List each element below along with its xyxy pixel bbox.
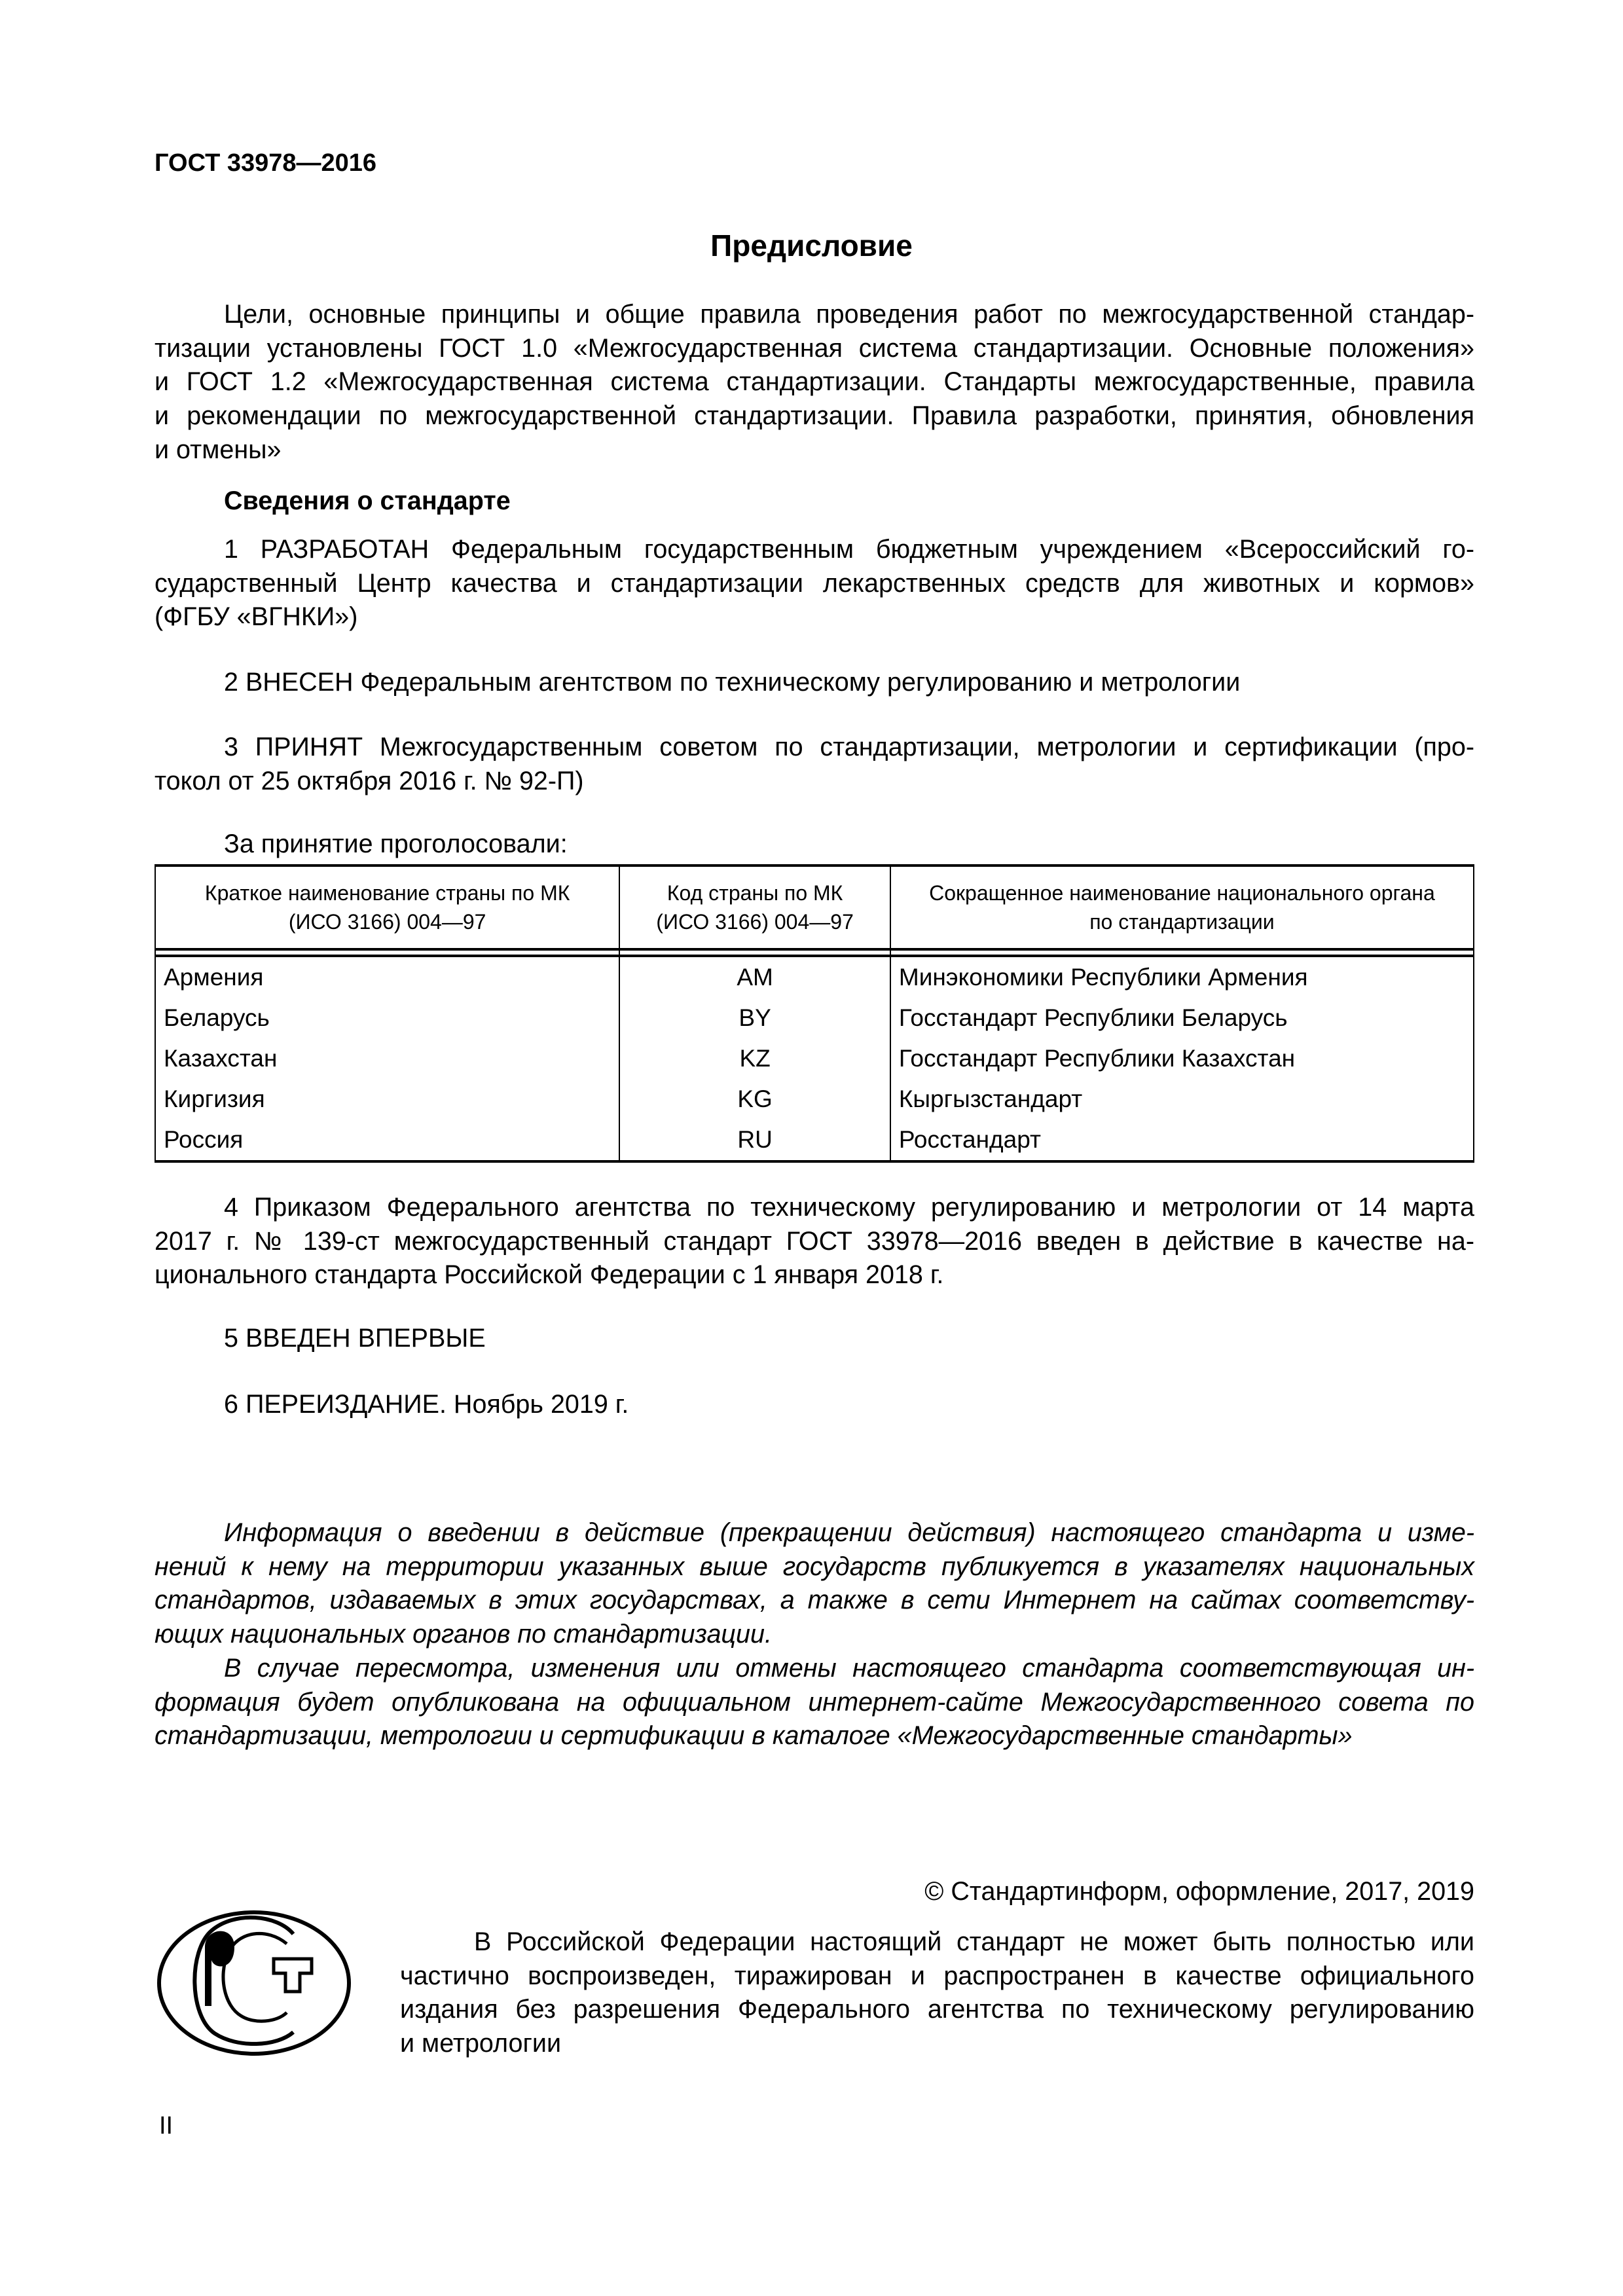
code-cell: KZ — [619, 1038, 890, 1079]
item-2 — [155, 666, 1474, 700]
text-line: 4 Приказом Федерального агентства по техническому регулированию и метрологии от 14 марта — [224, 1193, 1474, 1222]
authority-cell: Кыргызстандарт — [890, 1079, 1474, 1120]
item-1 — [155, 533, 1474, 634]
table-header-row — [155, 866, 1474, 949]
text-line: В Российской Федерации настоящий стандарт не может быть полностью или — [474, 1927, 1474, 1956]
column-header-authority — [890, 866, 1474, 949]
table-row — [155, 1038, 1474, 1079]
column-header-country — [155, 866, 619, 949]
text-line: сударственный Центр качества и стандартизации лекарственных средств для животных и кормов» — [155, 568, 1474, 598]
authority-cell: Госстандарт Республики Казахстан — [890, 1038, 1474, 1079]
country-cell: Россия — [155, 1120, 619, 1161]
voted-label: За принятие проголосовали: — [224, 829, 568, 858]
voting-countries-table — [155, 864, 1474, 1163]
text-line: (ФГБУ «ВГНКИ») — [155, 602, 358, 632]
authority-cell: Минэкономики Республики Армения — [890, 956, 1474, 998]
table-row — [155, 956, 1474, 998]
copyright-line: © Стандартинформ, оформление, 2017, 2019 — [924, 1877, 1474, 1906]
column-header-code — [619, 866, 890, 949]
country-cell: Беларусь — [155, 998, 619, 1038]
code-cell: RU — [619, 1120, 890, 1161]
notice-paragraph-2 — [155, 1652, 1474, 1753]
header-line: Сокращенное наименование национального органа — [929, 881, 1435, 905]
text-line: стандартизации, метрологии и сертификации в каталоге «Межгосударственные стандарты» — [155, 1721, 1353, 1751]
item-3 — [155, 731, 1474, 798]
header-line: по стандартизации — [1089, 910, 1275, 934]
text-line: 6 ПЕРЕИЗДАНИЕ. Ноябрь 2019 г. — [224, 1390, 629, 1419]
text-line: Информация о введении в действие (прекращении действия) настоящего стандарта и изме- — [224, 1518, 1474, 1547]
text-line: и рекомендации по межгосударственной стандартизации. Правила разработки, принятия, обновления — [155, 401, 1474, 431]
text-line: 3 ПРИНЯТ Межгосударственным советом по стандартизации, метрологии и сертификации (про- — [224, 733, 1474, 761]
document-id-header: ГОСТ 33978—2016 — [155, 149, 377, 177]
text-line: частично воспроизведен, тиражирован и распространен в качестве официального — [400, 1961, 1474, 1990]
text-line: и метрологии — [400, 2029, 562, 2058]
notice-paragraph-1 — [155, 1516, 1474, 1652]
code-cell: BY — [619, 998, 890, 1038]
rights-paragraph — [400, 1925, 1474, 2061]
country-cell: Киргизия — [155, 1079, 619, 1120]
text-line: ционального стандарта Российской Федерации с 1 января 2018 г. — [155, 1260, 944, 1290]
text-line: и отмены» — [155, 435, 282, 464]
text-line: токол от 25 октября 2016 г. № 92-П) — [155, 766, 584, 795]
code-cell: AM — [619, 956, 890, 998]
country-cell: Казахстан — [155, 1038, 619, 1079]
text-line: издания без разрешения Федерального агентства по техническому регулированию — [400, 1995, 1474, 2024]
text-line: и ГОСТ 1.2 «Межгосударственная система стандартизации. Стандарты межгосударственные, правила — [155, 367, 1474, 397]
header-line: (ИСО 3166) 004—97 — [288, 910, 486, 934]
code-cell: KG — [619, 1079, 890, 1120]
country-cell: Армения — [155, 956, 619, 998]
text-line: 1 РАЗРАБОТАН Федеральным государственным бюджетным учреждением «Всероссийский го- — [224, 535, 1474, 564]
text-line: 2017 г. № 139-ст межгосударственный стандарт ГОСТ 33978—2016 введен в действие в качестве на- — [155, 1226, 1474, 1256]
text-line: В случае пересмотра, изменения или отмены настоящего стандарта соответствующая ин- — [224, 1654, 1474, 1683]
header-line: Код страны по МК — [666, 881, 843, 905]
authority-cell: Госстандарт Республики Беларусь — [890, 998, 1474, 1038]
header-line: Краткое наименование страны по МК — [204, 881, 570, 905]
text-line: тизации установлены ГОСТ 1.0 «Межгосударственная система стандартизации. Основные положения» — [155, 333, 1474, 363]
page-title: Предисловие — [710, 228, 913, 263]
item-4 — [155, 1191, 1474, 1292]
intro-paragraph — [155, 298, 1474, 467]
header-separator — [155, 949, 1474, 956]
text-line: Цели, основные принципы и общие правила проведения работ по межгосударственной стандар- — [224, 300, 1474, 329]
table-row — [155, 1079, 1474, 1120]
table-row — [155, 1120, 1474, 1161]
authority-cell: Росстандарт — [890, 1120, 1474, 1161]
section-heading: Сведения о стандарте — [224, 486, 511, 515]
table-row — [155, 998, 1474, 1038]
text-line: 2 ВНЕСЕН Федеральным агентством по техническому регулированию и метрологии — [224, 668, 1241, 697]
item-6 — [155, 1388, 1474, 1422]
page-number: II — [159, 2112, 173, 2140]
voted-label-block — [155, 828, 1474, 862]
info-heading-block — [155, 484, 1474, 519]
item-5 — [155, 1322, 1474, 1356]
text-line: 5 ВВЕДЕН ВПЕРВЫЕ — [224, 1324, 486, 1353]
text-line: формация будет опубликована на официальном интернет-сайте Межгосударственного совета по — [155, 1687, 1474, 1717]
text-line: стандартов, издаваемых в этих государствах, а также в сети Интернет на сайтах соответству- — [155, 1586, 1474, 1615]
text-line: ющих национальных органов по стандартизации. — [155, 1620, 772, 1649]
header-line: (ИСО 3166) 004—97 — [656, 910, 854, 934]
rst-logo-icon — [156, 1908, 352, 2058]
text-line: нений к нему на территории указанных выше государств публикуется в указателях национальных — [155, 1552, 1474, 1581]
